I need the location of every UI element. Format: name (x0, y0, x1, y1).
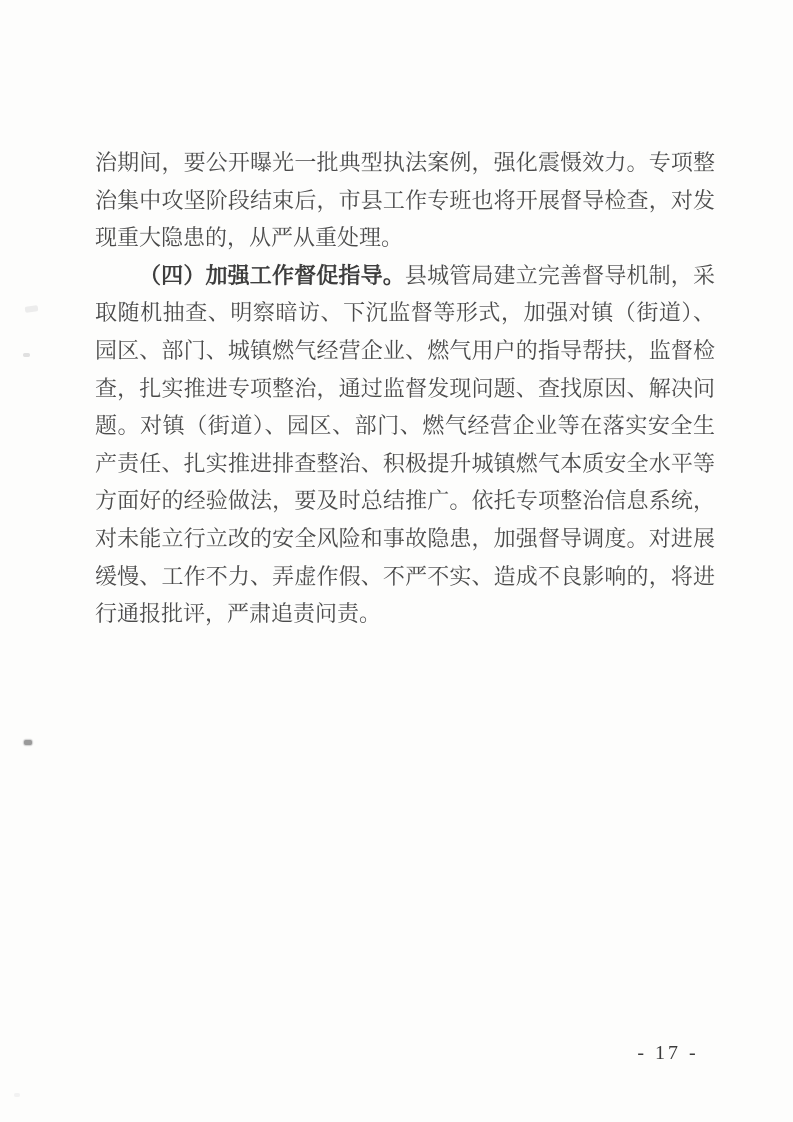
paragraph-continuation: 治期间，要公开曝光一批典型执法案例，强化震慑效力。专项整治集中攻坚阶段结束后，市县工作专班也将开展督导检查，对发现重大隐患的，从严从重处理。 (95, 150, 715, 251)
scan-speck-icon (14, 1093, 20, 1097)
paragraph-section-4 (95, 257, 715, 633)
section-body-text: 县城管局建立完善督导机制，采取随机抽查、明察暗访、下沉监督等形式，加强对镇（街道）、园区、部门、城镇燃气经营企业、燃气用户的指导帮扶，监督检查，扎实推进专项整治，通过监督发现问题、查找原因、解决问题。对镇（街道）、园区、部门、燃气经营企业等在落实安全生产责任、扎实推进排查整治、积极提升城镇燃气本质安全水平等方面好的经验做法，要及时总结推广。依托专项整治信息系统，对未能立行立改的安全风险和事故隐患，加强督导调度。对进展缓慢、工作不力、弄虚作假、不严不实、造成不良影响的，将进行通报批评，严肃追责问责。 (95, 262, 715, 627)
document-body (95, 144, 715, 633)
scan-smudge-icon (23, 353, 30, 357)
scan-smudge-icon (25, 305, 39, 313)
section-heading: （四）加强工作督促指导。 (139, 262, 405, 288)
scan-speck-icon (24, 740, 32, 745)
page-number: - 17 - (637, 1042, 699, 1064)
